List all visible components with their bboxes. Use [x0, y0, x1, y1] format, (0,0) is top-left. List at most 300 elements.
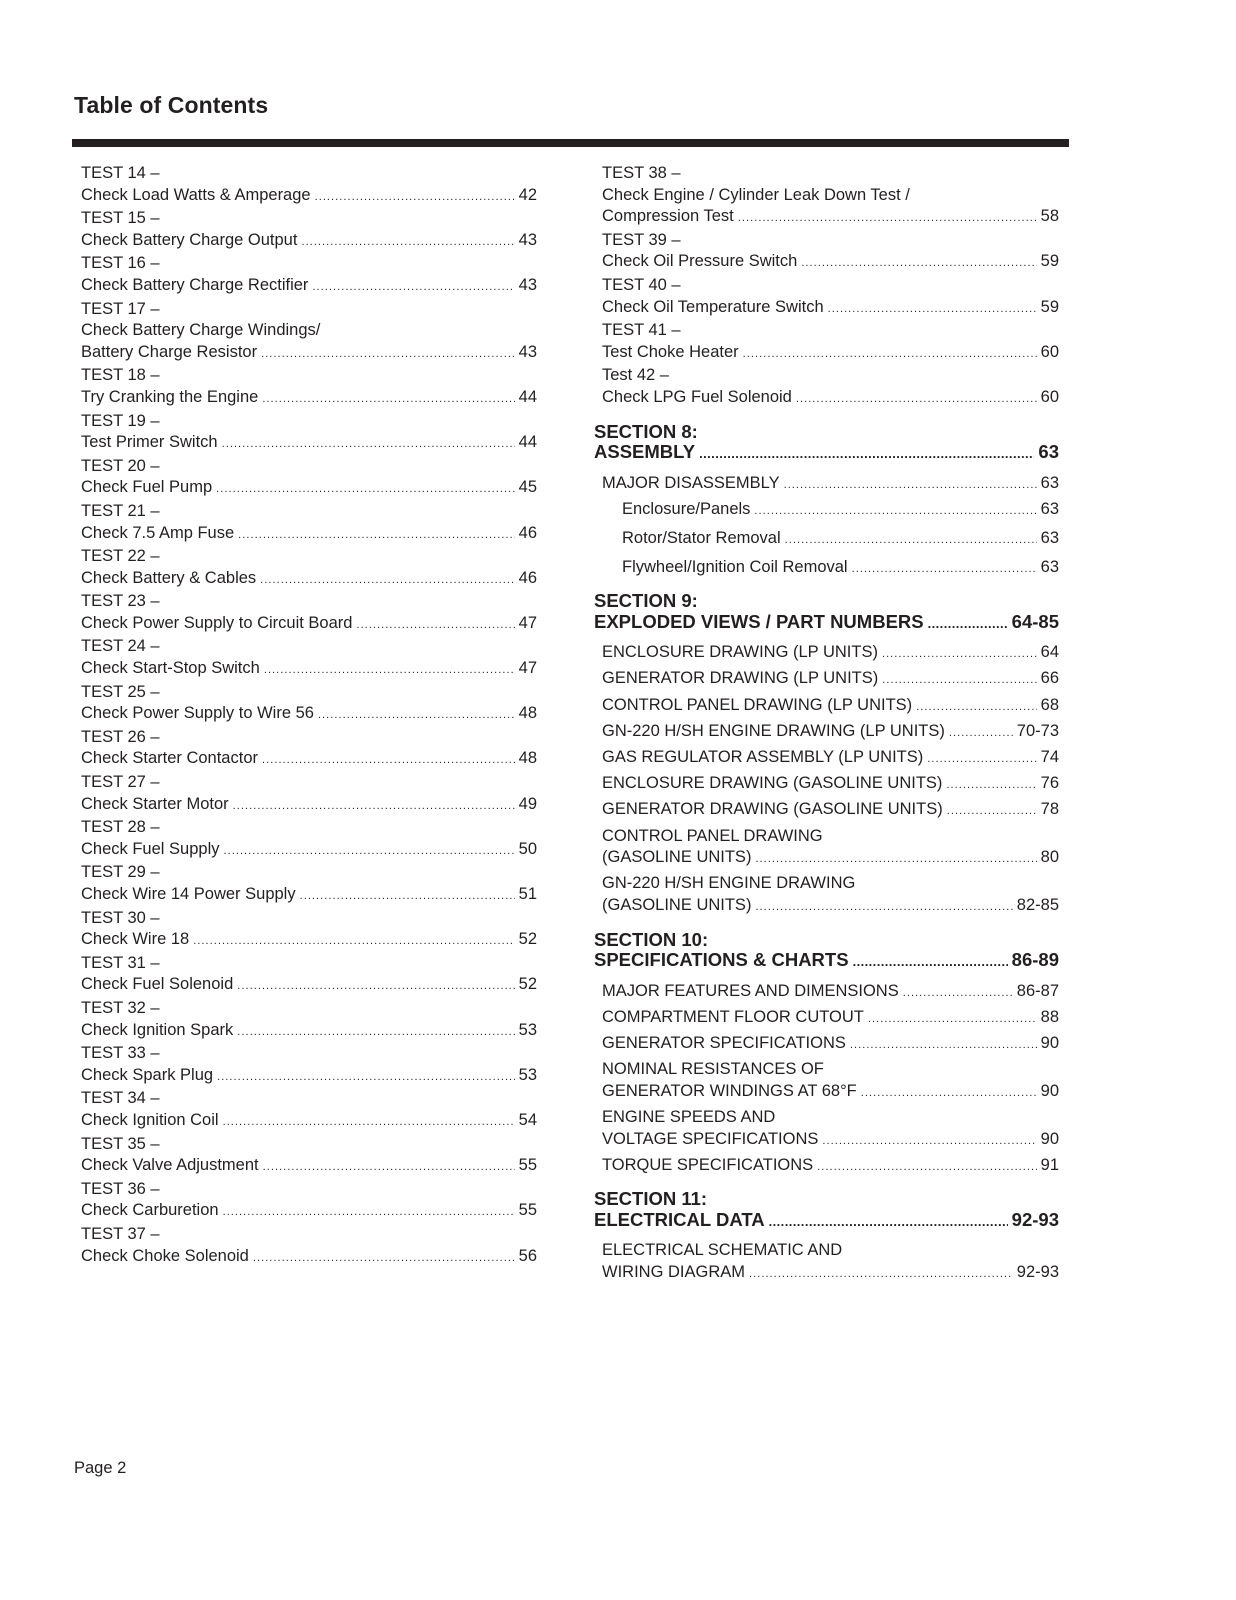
- dot-leader: [699, 442, 1034, 465]
- toc-entry[interactable]: [602, 799, 1059, 823]
- dot-leader: [817, 1155, 1036, 1179]
- dot-leader: [755, 895, 1012, 919]
- toc-entry[interactable]: [81, 636, 537, 681]
- toc-entry[interactable]: [81, 546, 537, 591]
- toc-entry[interactable]: [81, 501, 537, 546]
- dot-leader: [946, 773, 1036, 797]
- toc-line-page: 59: [1040, 297, 1059, 316]
- dot-leader: [928, 612, 1008, 635]
- dot-leader: [262, 387, 514, 411]
- toc-entry[interactable]: [602, 695, 1059, 719]
- dot-leader: [356, 613, 514, 637]
- toc-line[interactable]: [602, 1033, 1059, 1057]
- dot-leader: [743, 342, 1037, 366]
- toc-line-page: 58: [1040, 207, 1059, 226]
- toc-line[interactable]: [602, 847, 1059, 871]
- toc-line-page: 90: [1040, 1129, 1059, 1148]
- toc-line-page: 88: [1040, 1007, 1059, 1026]
- test-number: TEST 20 –: [81, 456, 160, 475]
- section-number: SECTION 8:: [594, 420, 698, 442]
- toc-line-page: 43: [518, 230, 537, 249]
- toc-entry[interactable]: [81, 998, 537, 1043]
- page-footer: Page 2: [74, 1459, 127, 1477]
- toc-line-label: Check Choke Solenoid: [81, 1246, 249, 1265]
- toc-line-label: Check 7.5 Amp Fuse: [81, 523, 235, 542]
- toc-line-label: GN-220 H/SH ENGINE DRAWING (LP UNITS): [602, 721, 945, 740]
- toc-line[interactable]: [81, 1020, 537, 1044]
- toc-line-label: Rotor/Stator Removal: [622, 528, 781, 547]
- section-number: SECTION 10:: [594, 928, 709, 950]
- section-heading[interactable]: [594, 1189, 1059, 1232]
- section-heading[interactable]: [594, 422, 1059, 465]
- toc-line-page: 46: [518, 523, 537, 542]
- toc-line[interactable]: [81, 1200, 537, 1224]
- toc-entry[interactable]: [81, 727, 537, 772]
- page-title: Table of Contents: [74, 92, 269, 118]
- dot-leader: [263, 1155, 515, 1179]
- toc-entry[interactable]: [81, 862, 537, 907]
- toc-entry[interactable]: [602, 473, 1059, 497]
- dot-leader: [769, 1210, 1008, 1233]
- dot-leader: [222, 432, 515, 456]
- toc-line-page: 76: [1040, 774, 1059, 793]
- dot-leader: [828, 297, 1037, 321]
- toc-line[interactable]: [81, 275, 537, 299]
- toc-line-page: 43: [518, 342, 537, 361]
- toc-entry[interactable]: [602, 981, 1059, 1005]
- toc-line-label: ENCLOSURE DRAWING (LP UNITS): [602, 643, 878, 662]
- toc-line[interactable]: [81, 387, 537, 411]
- entry-title-line: CONTROL PANEL DRAWING: [602, 826, 823, 845]
- toc-line-label: Check Oil Pressure Switch: [602, 252, 798, 271]
- dot-leader: [947, 799, 1037, 823]
- section-title-line: [594, 612, 1059, 635]
- test-number: TEST 34 –: [81, 1089, 160, 1108]
- dot-leader: [223, 1200, 515, 1224]
- toc-entry[interactable]: [602, 668, 1059, 692]
- toc-line-label: Check Wire 14 Power Supply: [81, 885, 296, 903]
- toc-line-label: Check Battery Charge Output: [81, 230, 298, 249]
- toc-line-page: 52: [518, 975, 537, 994]
- toc-entry[interactable]: [602, 528, 1059, 552]
- toc-line-page: 56: [518, 1246, 537, 1265]
- dot-leader: [312, 275, 514, 299]
- dot-leader: [916, 695, 1036, 719]
- test-number: TEST 35 –: [81, 1134, 160, 1153]
- toc-entry[interactable]: [81, 456, 537, 501]
- toc-line[interactable]: [602, 297, 1059, 321]
- toc-line[interactable]: [602, 773, 1059, 797]
- toc-line[interactable]: [602, 387, 1059, 411]
- toc-entry[interactable]: [81, 682, 537, 727]
- test-number: TEST 18 –: [81, 366, 160, 385]
- toc-line-label: WIRING DIAGRAM: [602, 1262, 745, 1281]
- toc-entry[interactable]: [602, 1240, 1059, 1285]
- dot-leader: [253, 1246, 515, 1270]
- dot-leader: [223, 1110, 515, 1134]
- toc-line[interactable]: [602, 799, 1059, 823]
- section-title: EXPLODED VIEWS / PART NUMBERS: [594, 610, 924, 632]
- toc-line-label: ENCLOSURE DRAWING (GASOLINE UNITS): [602, 774, 943, 793]
- toc-line-label: (GASOLINE UNITS): [602, 895, 752, 914]
- test-number: TEST 33 –: [81, 1044, 160, 1063]
- toc-entry[interactable]: [602, 642, 1059, 666]
- toc-line-page: 59: [1040, 252, 1059, 271]
- toc-line-label: GAS REGULATOR ASSEMBLY (LP UNITS): [602, 748, 924, 767]
- toc-line-page: 63: [1040, 528, 1059, 547]
- toc-line-label: Check Power Supply to Circuit Board: [81, 613, 353, 632]
- toc-entry[interactable]: [602, 275, 1059, 320]
- dot-leader: [217, 1065, 515, 1089]
- test-number: TEST 28 –: [81, 818, 160, 837]
- section-items: [594, 981, 1059, 1179]
- toc-line-label: Test Choke Heater: [602, 342, 739, 361]
- dot-leader: [238, 523, 514, 547]
- test-number: TEST 25 –: [81, 682, 160, 701]
- toc-line[interactable]: [81, 185, 537, 209]
- toc-line[interactable]: [81, 794, 537, 818]
- entry-title-line: Check Engine / Cylinder Leak Down Test /: [602, 185, 910, 204]
- toc-line-page: 60: [1040, 342, 1059, 361]
- test-number: Test 42 –: [602, 366, 669, 385]
- toc-entry[interactable]: [81, 365, 537, 410]
- toc-entry[interactable]: [602, 557, 1059, 581]
- toc-entry[interactable]: [81, 1043, 537, 1088]
- dot-leader: [300, 884, 515, 908]
- dot-leader: [868, 1007, 1037, 1031]
- toc-line[interactable]: [622, 499, 1059, 523]
- toc-entry[interactable]: [81, 1088, 537, 1133]
- test-number: TEST 21 –: [81, 501, 160, 520]
- dot-leader: [749, 1262, 1013, 1286]
- toc-line[interactable]: [81, 703, 537, 727]
- toc-line[interactable]: [602, 342, 1059, 366]
- toc-line-label: Check Ignition Coil: [81, 1110, 219, 1129]
- toc-line[interactable]: [81, 1246, 537, 1270]
- toc-entry[interactable]: [602, 365, 1059, 410]
- toc-line[interactable]: [622, 557, 1059, 581]
- toc-line-page: 74: [1040, 748, 1059, 767]
- toc-line[interactable]: [602, 981, 1059, 1005]
- toc-line[interactable]: [81, 613, 537, 637]
- toc-line[interactable]: [602, 721, 1059, 745]
- toc-line-label: GENERATOR WINDINGS AT 68°F: [602, 1081, 857, 1100]
- toc-entry[interactable]: [602, 1107, 1059, 1152]
- test-number: TEST 24 –: [81, 637, 160, 656]
- dot-leader: [852, 557, 1037, 581]
- toc-line-label: Check Load Watts & Amperage: [81, 185, 311, 204]
- toc-entry[interactable]: [81, 253, 537, 298]
- toc-line[interactable]: [602, 1129, 1059, 1153]
- toc-line-label: Enclosure/Panels: [622, 499, 751, 518]
- section-page: 64-85: [1011, 610, 1059, 632]
- toc-entry[interactable]: [602, 721, 1059, 745]
- toc-entry[interactable]: [602, 1155, 1059, 1179]
- toc-line-page: 55: [518, 1156, 537, 1175]
- toc-line-page: 54: [518, 1110, 537, 1129]
- toc-line-page: 64: [1040, 643, 1059, 662]
- toc-line-label: Check LPG Fuel Solenoid: [602, 387, 792, 406]
- toc-line-page: 86-87: [1016, 981, 1059, 1000]
- toc-entry[interactable]: [602, 1033, 1059, 1057]
- toc-line-page: 92-93: [1016, 1262, 1059, 1281]
- toc-entry[interactable]: [602, 1007, 1059, 1031]
- dot-leader: [755, 847, 1036, 871]
- title-rule: [72, 139, 1069, 147]
- dot-leader: [193, 929, 514, 953]
- entry-title-line: Check Battery Charge Windings/: [81, 321, 321, 340]
- toc-entry[interactable]: [602, 163, 1059, 230]
- toc-line-page: 55: [518, 1201, 537, 1220]
- toc-line-label: Check Battery Charge Rectifier: [81, 275, 309, 294]
- toc-line[interactable]: [81, 230, 537, 254]
- toc-entry[interactable]: [81, 772, 537, 817]
- toc-line[interactable]: [602, 668, 1059, 692]
- toc-line-label: Check Wire 18: [81, 930, 190, 949]
- toc-line-page: 60: [1040, 387, 1059, 406]
- dot-leader: [738, 206, 1037, 230]
- toc-line-label: Battery Charge Resistor: [81, 342, 258, 361]
- dot-leader: [903, 981, 1013, 1005]
- entry-title-line: NOMINAL RESISTANCES OF: [602, 1060, 824, 1079]
- section-page: 92-93: [1011, 1208, 1059, 1230]
- section-number: SECTION 11:: [594, 1188, 708, 1210]
- dot-leader: [301, 230, 514, 254]
- toc-line[interactable]: [602, 695, 1059, 719]
- dot-leader: [216, 477, 515, 501]
- toc-line-label: VOLTAGE SPECIFICATIONS: [602, 1129, 819, 1148]
- test-number: TEST 14 –: [81, 164, 160, 182]
- test-number: TEST 29 –: [81, 863, 160, 882]
- toc-line-page: 42: [518, 185, 537, 204]
- toc-right-column: [594, 163, 1059, 1288]
- toc-entry[interactable]: [602, 320, 1059, 365]
- section-title: ELECTRICAL DATA: [594, 1208, 765, 1230]
- test-number: TEST 38 –: [602, 164, 681, 182]
- section-title-line: [594, 950, 1059, 973]
- toc-line-label: MAJOR FEATURES AND DIMENSIONS: [602, 981, 899, 1000]
- toc-line[interactable]: [81, 342, 537, 366]
- toc-entry[interactable]: [81, 591, 537, 636]
- toc-line-label: Check Ignition Spark: [81, 1020, 234, 1039]
- toc-line-page: 53: [518, 1020, 537, 1039]
- toc-line[interactable]: [622, 528, 1059, 552]
- toc-entry[interactable]: [602, 773, 1059, 797]
- toc-line[interactable]: [81, 1155, 537, 1179]
- toc-entry[interactable]: [602, 826, 1059, 871]
- test-number: TEST 37 –: [81, 1224, 160, 1243]
- dot-leader: [927, 747, 1036, 771]
- section-page: 63: [1038, 441, 1059, 463]
- dot-leader: [796, 387, 1037, 411]
- toc-line-label: Test Primer Switch: [81, 433, 218, 452]
- section-items: [594, 1240, 1059, 1285]
- toc-line-page: 63: [1040, 499, 1059, 518]
- toc-entry[interactable]: [81, 1224, 537, 1269]
- toc-line[interactable]: [602, 251, 1059, 275]
- test-number: TEST 17 –: [81, 299, 160, 318]
- dot-leader: [801, 251, 1036, 275]
- dot-leader: [315, 185, 515, 209]
- toc-line-page: 68: [1040, 695, 1059, 714]
- toc-entry[interactable]: [81, 299, 537, 366]
- toc-line-page: 47: [518, 613, 537, 632]
- toc-entry[interactable]: [81, 817, 537, 862]
- toc-line-page: 48: [518, 749, 537, 768]
- toc-line[interactable]: [602, 642, 1059, 666]
- test-number: TEST 22 –: [81, 547, 160, 566]
- dot-leader: [850, 1033, 1037, 1057]
- dot-leader: [882, 668, 1036, 692]
- toc-line[interactable]: [602, 1262, 1059, 1286]
- toc-line[interactable]: [81, 1110, 537, 1134]
- toc-entry[interactable]: [81, 908, 537, 953]
- test-number: TEST 39 –: [602, 230, 681, 249]
- dot-leader: [785, 528, 1037, 552]
- section-title-line: [594, 1210, 1059, 1233]
- toc-line[interactable]: [81, 477, 537, 501]
- entry-title-line: ELECTRICAL SCHEMATIC AND: [602, 1241, 843, 1260]
- toc-line-label: Check Carburetion: [81, 1201, 219, 1220]
- toc-line-page: 82-85: [1016, 895, 1059, 914]
- entry-title-line: GN-220 H/SH ENGINE DRAWING: [602, 874, 856, 893]
- dot-leader: [233, 794, 515, 818]
- toc-line[interactable]: [81, 748, 537, 772]
- dot-leader: [861, 1081, 1037, 1105]
- toc-line-page: 44: [518, 433, 537, 452]
- dot-leader: [264, 658, 515, 682]
- toc-line-label: Check Valve Adjustment: [81, 1156, 259, 1175]
- test-number: TEST 16 –: [81, 254, 160, 273]
- toc-entry[interactable]: [81, 163, 537, 208]
- toc-line[interactable]: [602, 473, 1059, 497]
- toc-entry[interactable]: [602, 747, 1059, 771]
- toc-line[interactable]: [81, 974, 537, 998]
- toc-entry[interactable]: [81, 953, 537, 998]
- toc-line[interactable]: [602, 1081, 1059, 1105]
- test-number: TEST 41 –: [602, 321, 681, 340]
- toc-line[interactable]: [81, 929, 537, 953]
- test-number: TEST 15 –: [81, 209, 160, 228]
- toc-line-page: 46: [518, 568, 537, 587]
- section-page: 86-89: [1011, 949, 1059, 971]
- toc-line-page: 43: [518, 275, 537, 294]
- section-heading[interactable]: [594, 591, 1059, 634]
- dot-leader: [882, 642, 1037, 666]
- toc-entry[interactable]: [602, 499, 1059, 523]
- toc-entry[interactable]: [81, 208, 537, 253]
- section-number: SECTION 9:: [594, 590, 698, 612]
- toc-line-page: 70-73: [1016, 721, 1059, 740]
- toc-line-label: GENERATOR DRAWING (GASOLINE UNITS): [602, 800, 943, 819]
- toc-line-page: 48: [518, 704, 537, 723]
- toc-line[interactable]: [81, 839, 537, 863]
- toc-line-page: 44: [518, 387, 537, 406]
- section-title: ASSEMBLY: [594, 441, 696, 463]
- toc-line-label: Try Cranking the Engine: [81, 387, 259, 406]
- test-number: TEST 19 –: [81, 411, 160, 430]
- section-heading[interactable]: [594, 930, 1059, 973]
- test-number: TEST 23 –: [81, 592, 160, 611]
- toc-line[interactable]: [602, 747, 1059, 771]
- toc-line[interactable]: [81, 523, 537, 547]
- toc-line-label: TORQUE SPECIFICATIONS: [602, 1155, 814, 1174]
- toc-line-label: Check Fuel Pump: [81, 478, 213, 497]
- right-tests: [594, 163, 1059, 411]
- test-number: TEST 40 –: [602, 275, 681, 294]
- section-title: SPECIFICATIONS & CHARTS: [594, 949, 849, 971]
- toc-line[interactable]: [81, 432, 537, 456]
- dot-leader: [949, 721, 1013, 745]
- toc-line-label: GENERATOR DRAWING (LP UNITS): [602, 669, 879, 688]
- toc-entry[interactable]: [81, 411, 537, 456]
- toc-line-page: 49: [518, 794, 537, 813]
- dot-leader: [237, 974, 514, 998]
- test-number: TEST 27 –: [81, 773, 160, 792]
- toc-line-label: Check Starter Contactor: [81, 749, 258, 768]
- toc-line-page: 63: [1040, 557, 1059, 576]
- toc-line-label: Check Fuel Supply: [81, 839, 220, 858]
- test-number: TEST 30 –: [81, 908, 160, 927]
- dot-leader: [260, 568, 514, 592]
- toc-line-page: 45: [518, 478, 537, 497]
- toc-line-page: 47: [518, 659, 537, 678]
- toc-line[interactable]: [81, 1065, 537, 1089]
- section-items: [594, 642, 1059, 918]
- toc-line-page: 52: [518, 930, 537, 949]
- dot-leader: [822, 1129, 1036, 1153]
- toc-line-label: MAJOR DISASSEMBLY: [602, 473, 780, 492]
- toc-line-label: GENERATOR SPECIFICATIONS: [602, 1033, 846, 1052]
- dot-leader: [318, 703, 515, 727]
- dot-leader: [784, 473, 1037, 497]
- test-number: TEST 32 –: [81, 998, 160, 1017]
- toc-entry[interactable]: [602, 873, 1059, 918]
- toc-entry[interactable]: [81, 1134, 537, 1179]
- toc-line-label: Check Spark Plug: [81, 1065, 214, 1084]
- toc-line[interactable]: [81, 884, 537, 908]
- toc-line-label: Flywheel/Ignition Coil Removal: [622, 557, 848, 576]
- toc-line-page: 51: [518, 885, 537, 903]
- entry-title-line: ENGINE SPEEDS AND: [602, 1107, 776, 1126]
- dot-leader: [261, 342, 515, 366]
- toc-line[interactable]: [81, 658, 537, 682]
- toc-line[interactable]: [602, 1155, 1059, 1179]
- toc-line-label: (GASOLINE UNITS): [602, 848, 752, 867]
- toc-line-label: COMPARTMENT FLOOR CUTOUT: [602, 1007, 864, 1026]
- toc-line[interactable]: [602, 206, 1059, 230]
- toc-line-page: 78: [1040, 800, 1059, 819]
- toc-line-page: 53: [518, 1065, 537, 1084]
- test-number: TEST 36 –: [81, 1179, 160, 1198]
- toc-line-label: Check Starter Motor: [81, 794, 229, 813]
- test-number: TEST 26 –: [81, 727, 160, 746]
- toc-line-page: 91: [1040, 1155, 1059, 1174]
- dot-leader: [853, 950, 1008, 973]
- toc-entry[interactable]: [602, 230, 1059, 275]
- toc-line-page: 80: [1040, 848, 1059, 867]
- toc-line[interactable]: [81, 568, 537, 592]
- toc-line-label: Check Oil Temperature Switch: [602, 297, 824, 316]
- toc-line-label: Check Start-Stop Switch: [81, 659, 260, 678]
- toc-entry[interactable]: [602, 1059, 1059, 1104]
- section-items: [594, 473, 1059, 581]
- toc-line[interactable]: [602, 1007, 1059, 1031]
- toc-left-column: [81, 163, 537, 1269]
- toc-line-label: Check Battery & Cables: [81, 568, 257, 587]
- toc-entry[interactable]: [81, 1179, 537, 1224]
- toc-line[interactable]: [602, 895, 1059, 919]
